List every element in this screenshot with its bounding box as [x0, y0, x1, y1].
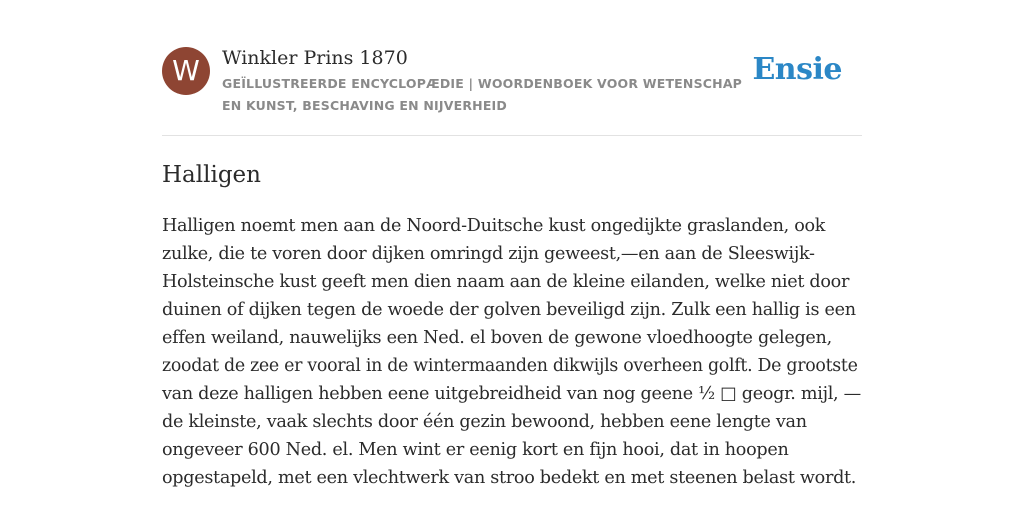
source-header: [162, 46, 862, 116]
entry-body-line: ongeveer 600 Ned. el. Men wint er eenig kort en fijn hooi, dat in hoopen: [162, 440, 789, 460]
ensie-logo[interactable]: Ensie: [752, 52, 842, 87]
source-title[interactable]: Winkler Prins 1870: [222, 47, 408, 69]
entry-body-line: Halligen noemt men aan de Noord-Duitsche kust ongedijkte graslanden, ook: [162, 216, 826, 236]
source-avatar[interactable]: W: [162, 47, 210, 95]
entry-body-line: opgestapeld, met een vlechtwerk van stroo bedekt en met steenen belast wordt.: [162, 468, 857, 488]
entry-body-line: Holsteinsche kust geeft men dien naam aan de kleine eilanden, welke niet door: [162, 272, 850, 292]
entry-body-line: duinen of dijken tegen de woede der golven beveiligd zijn. Zulk een hallig is een: [162, 300, 856, 320]
entry-body-line: de kleinste, vaak slechts door één gezin bewoond, hebben eene lengte van: [162, 412, 807, 432]
entry-body: [162, 212, 862, 492]
entry-title: Halligen: [162, 162, 261, 188]
entry-body-line: effen weiland, nauwelijks een Ned. el boven de gewone vloedhoogte gelegen,: [162, 328, 832, 348]
source-subtitle: GEÏLLUSTREERDE ENCYCLOPÆDIE | WOORDENBOEK VOOR WETENSCHAP EN KUNST, BESCHAVING EN NIJVERHEID: [222, 76, 743, 113]
entry-body-line: zulke, die te voren door dijken omringd zijn geweest,—en aan de Sleeswijk-: [162, 244, 815, 264]
entry-body-line: zoodat de zee er vooral in de wintermaanden dikwijls overheen golft. De grootste: [162, 356, 858, 376]
entry-body-line: van deze halligen hebben eene uitgebreidheid van nog geene ½ □ geogr. mijl, —: [162, 384, 861, 404]
header-divider: [162, 135, 862, 136]
